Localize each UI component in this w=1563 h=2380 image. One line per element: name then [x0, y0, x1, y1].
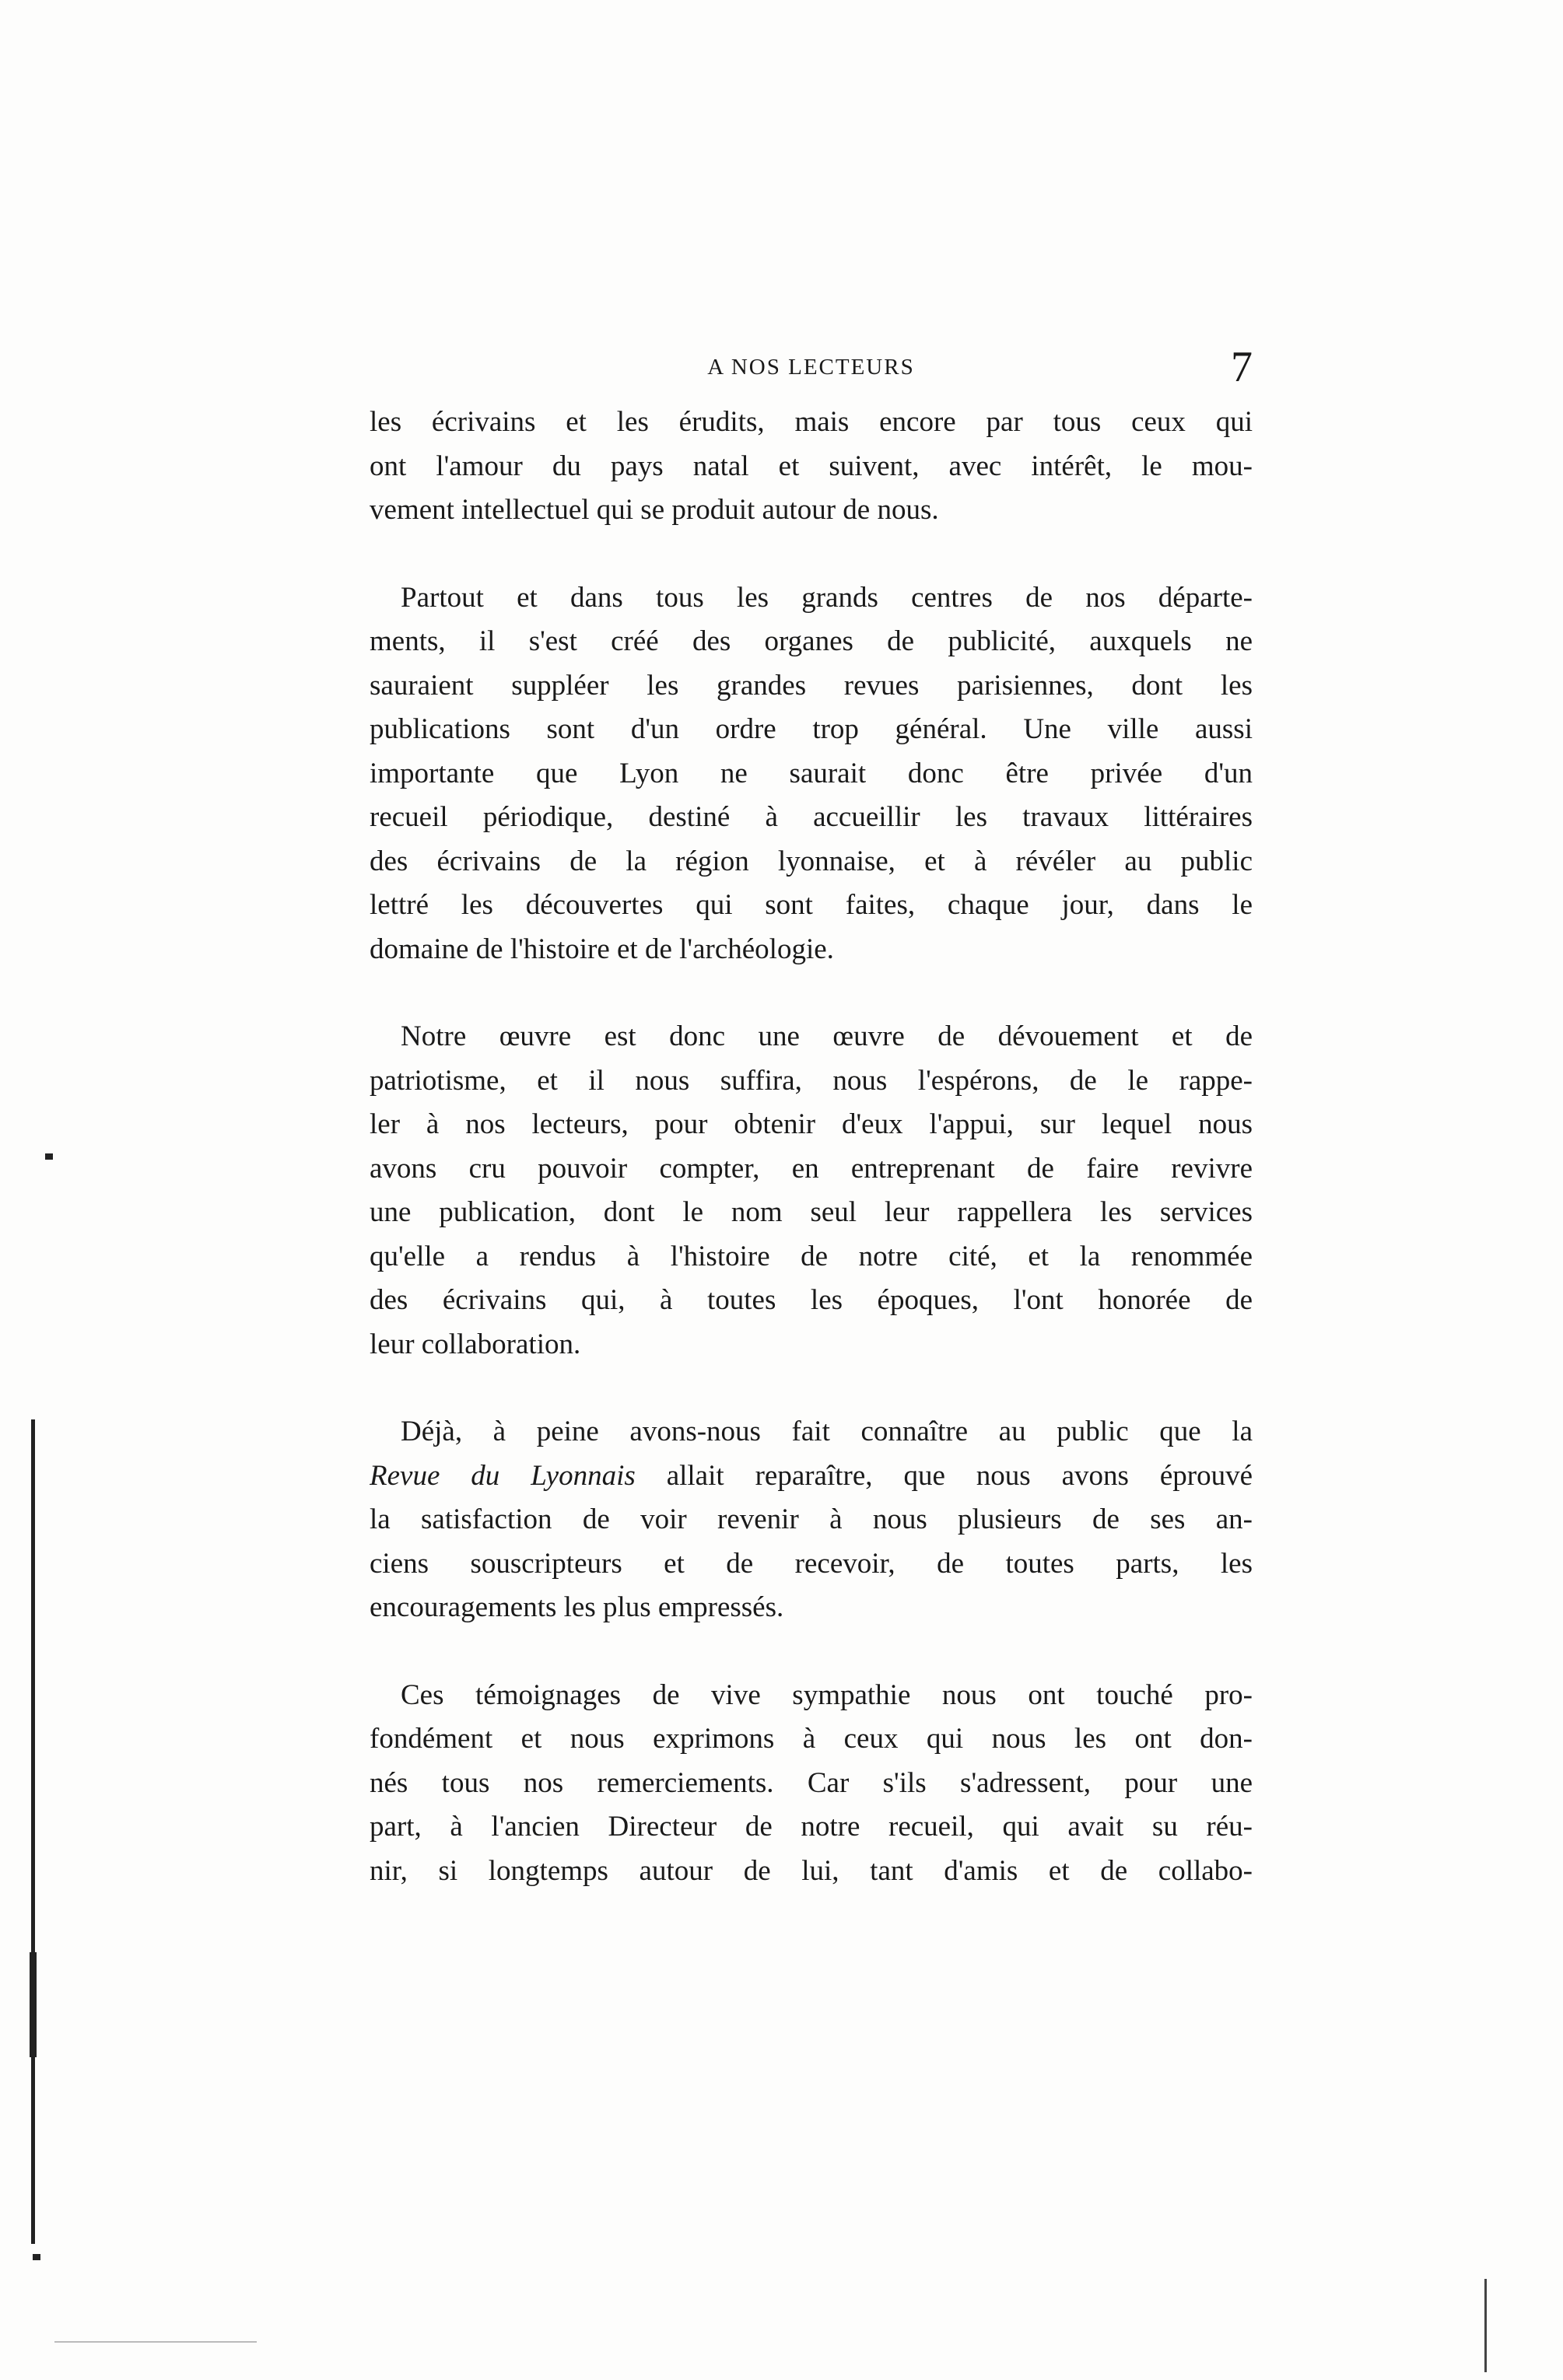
margin-mark	[45, 1153, 53, 1160]
text-line: sauraient suppléer les grandes revues parisiennes, dont les	[370, 669, 1253, 702]
text-line: ler à nos lecteurs, pour obtenir d'eux l'appui, sur lequel nous	[370, 1108, 1253, 1140]
text-line: des écrivains de la région lyonnaise, et à révéler au public	[370, 845, 1253, 877]
text-line: qu'elle a rendus à l'histoire de notre cité, et la renommée	[370, 1240, 1253, 1272]
text-line: ont l'amour du pays natal et suivent, avec intérêt, le mou-	[370, 450, 1253, 482]
text-line	[370, 1542, 1253, 1587]
binding-edge-mark	[30, 1952, 37, 2057]
running-head	[370, 343, 1253, 395]
text-line: part, à l'ancien Directeur de notre recueil, qui avait su réu-	[370, 1811, 1253, 1843]
journal-title: Revue du Lyonnais	[370, 1459, 636, 1492]
margin-mark	[33, 2254, 40, 2260]
text-line: vement intellectuel qui se produit autour de nous.	[370, 494, 939, 526]
body-text	[370, 401, 1253, 1937]
text-line: nés tous nos remerciements. Car s'ils s'adressent, pour une	[370, 1766, 1253, 1799]
text-segment: Déjà, à peine avons-nous fait connaître au public que la	[401, 1416, 1253, 1447]
text-line	[370, 1498, 1253, 1542]
text-line: avons cru pouvoir compter, en entreprenant de faire revivre	[370, 1152, 1253, 1185]
text-line: patriotisme, et il nous suffira, nous l'espérons, de le rappe-	[370, 1064, 1253, 1097]
text-line: fondément et nous exprimons à ceux qui nous les ont don-	[370, 1723, 1253, 1755]
text-line	[370, 1586, 1253, 1630]
scan-smudge	[54, 2341, 257, 2343]
text-segment: ciens souscripteurs et de recevoir, de toutes parts, les	[370, 1547, 1253, 1580]
text-segment: encouragements les plus empressés.	[370, 1591, 784, 1623]
paragraph-4	[370, 1410, 1253, 1630]
text-line: Ces témoignages de vive sympathie nous ont touché pro-	[401, 1678, 1253, 1711]
text-line: domaine de l'histoire et de l'archéologie.	[370, 933, 834, 965]
text-line	[370, 1454, 1253, 1499]
text-segment: allait reparaître, que nous avons éprouvé	[635, 1459, 1253, 1492]
scan-edge-mark	[1484, 2279, 1487, 2372]
text-line: lettré les découvertes qui sont faites, chaque jour, dans le	[370, 889, 1253, 921]
text-line: des écrivains qui, à toutes les époques, l'ont honorée de	[370, 1284, 1253, 1316]
text-line: ments, il s'est créé des organes de publicité, auxquels ne	[370, 625, 1253, 657]
paragraph-1	[370, 401, 1253, 533]
paragraph-5	[370, 1674, 1253, 1894]
text-line: Notre œuvre est donc une œuvre de dévouement et de	[401, 1020, 1253, 1052]
paragraph-2	[370, 576, 1253, 972]
text-segment: la satisfaction de voir revenir à nous plusieurs de ses an-	[370, 1503, 1253, 1535]
binding-edge-line	[31, 1419, 35, 2244]
text-line: les écrivains et les érudits, mais encore par tous ceux qui	[370, 406, 1253, 438]
text-line: publications sont d'un ordre trop général. Une ville aussi	[370, 713, 1253, 745]
text-line: nir, si longtemps autour de lui, tant d'amis et de collabo-	[370, 1854, 1253, 1887]
text-line	[370, 1410, 1253, 1454]
text-line: Partout et dans tous les grands centres de nos départe-	[401, 581, 1253, 614]
text-line: une publication, dont le nom seul leur rappellera les services	[370, 1196, 1253, 1228]
page-number: 7	[1231, 343, 1253, 391]
text-line: leur collaboration.	[370, 1328, 581, 1360]
paragraph-3	[370, 1015, 1253, 1367]
text-line: recueil périodique, destiné à accueillir les travaux littéraires	[370, 801, 1253, 833]
text-line: importante que Lyon ne saurait donc être privée d'un	[370, 757, 1253, 789]
running-title: A NOS LECTEURS	[707, 355, 915, 380]
